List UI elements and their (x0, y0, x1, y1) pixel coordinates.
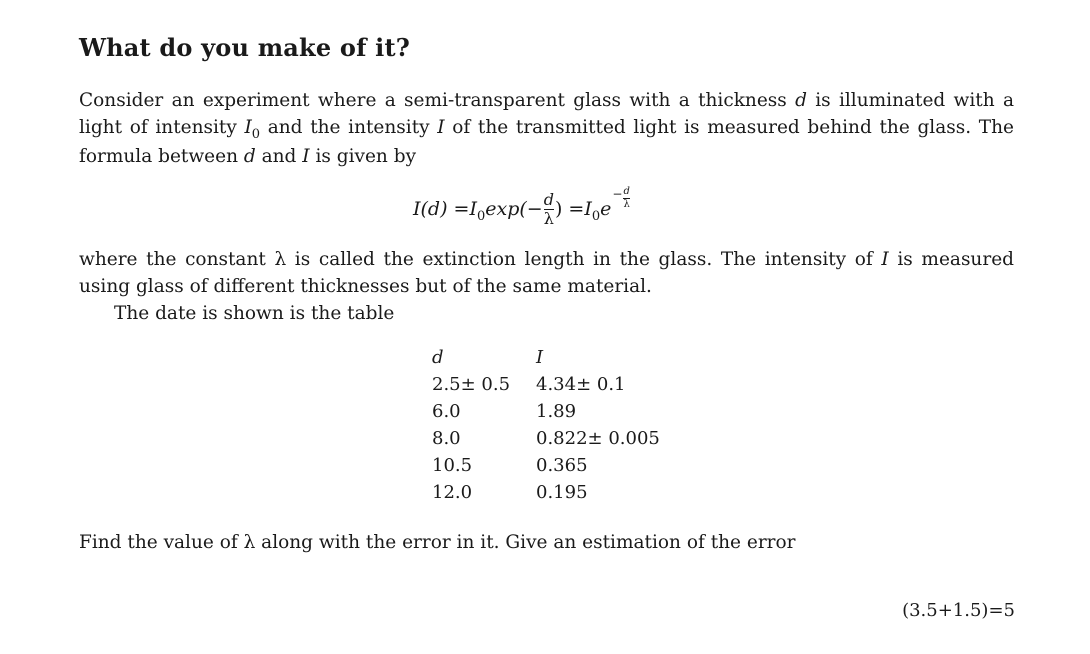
var-I0-base: I (244, 117, 252, 138)
intro-paragraph (79, 87, 1014, 170)
section-heading: What do you make of it? (79, 33, 411, 62)
table-row (432, 425, 676, 452)
var-I: I (437, 117, 445, 138)
cell-I: 4.34± 0.1 (536, 374, 626, 395)
formula-exp: exp(− (485, 198, 543, 220)
marks-allocation: (3.5+1.5)=5 (902, 600, 1015, 621)
table-row (432, 398, 676, 425)
intro-text-3: and the intensity (260, 117, 438, 138)
cell-d: 6.0 (432, 401, 461, 422)
table-row (432, 452, 676, 479)
var-I0-sub: 0 (251, 127, 261, 142)
formula-I0-sub: 0 (476, 209, 486, 224)
intro-text-4: of the transmitted light is measured behind the glass. The formula between (79, 117, 1014, 167)
formula-rhs-I0-base: I (584, 198, 592, 220)
cell-I: 1.89 (536, 401, 577, 422)
cell-d: 2.5± 0.5 (432, 374, 511, 395)
data-table (432, 344, 676, 506)
exponent-minus: − (612, 186, 623, 201)
fraction-denominator: λ (543, 208, 554, 228)
table-intro: The date is shown is the table (114, 303, 395, 324)
var-I0 (244, 117, 261, 142)
cell-d: 8.0 (432, 428, 461, 449)
header-d: d (432, 347, 444, 368)
exponent-numerator: d (623, 185, 630, 197)
fraction-numerator: d (543, 189, 554, 209)
intro-text-2: is illuminated with a light of intensity (79, 90, 1014, 138)
display-formula (413, 185, 631, 230)
formula-I0-base: I (469, 198, 477, 220)
table-row (432, 371, 676, 398)
cell-d: 12.0 (432, 482, 473, 503)
formula-lhs: I(d) = (413, 198, 470, 220)
desc-text-1: where the constant λ is called the extinction length in the glass. The intensity of (79, 249, 882, 270)
exponent-denominator: λ (623, 198, 630, 210)
intro-text-6: is given by (309, 146, 417, 167)
table-row (432, 479, 676, 506)
formula-rhs-I0 (584, 198, 601, 224)
cell-I: 0.365 (536, 455, 588, 476)
description-paragraph (79, 246, 1014, 300)
header-I: I (536, 347, 544, 368)
formula-exponent (612, 187, 630, 210)
formula-e: e (600, 198, 612, 220)
intro-text-5: and (255, 146, 303, 167)
question-text: Find the value of λ along with the error in it. Give an estimation of the error (79, 532, 796, 553)
formula-I0 (469, 198, 486, 224)
cell-I: 0.822± 0.005 (536, 428, 660, 449)
table-header-row (432, 344, 676, 371)
var-I-2: I (302, 146, 310, 167)
document-page (79, 0, 1019, 654)
formula-fraction (543, 189, 554, 228)
var-d-2: d (243, 146, 256, 167)
exponent-fraction (623, 187, 629, 210)
desc-var-I: I (881, 249, 889, 270)
formula-rhs-I0-sub: 0 (591, 209, 601, 224)
intro-text-1: Consider an experiment where a semi-transparent glass with a thickness (79, 90, 796, 111)
cell-I: 0.195 (536, 482, 588, 503)
cell-d: 10.5 (432, 455, 473, 476)
var-d: d (795, 90, 807, 111)
formula-close: ) = (554, 198, 585, 220)
desc-text-2: is measured using glass of different thicknesses but of the same material. (79, 249, 1014, 297)
